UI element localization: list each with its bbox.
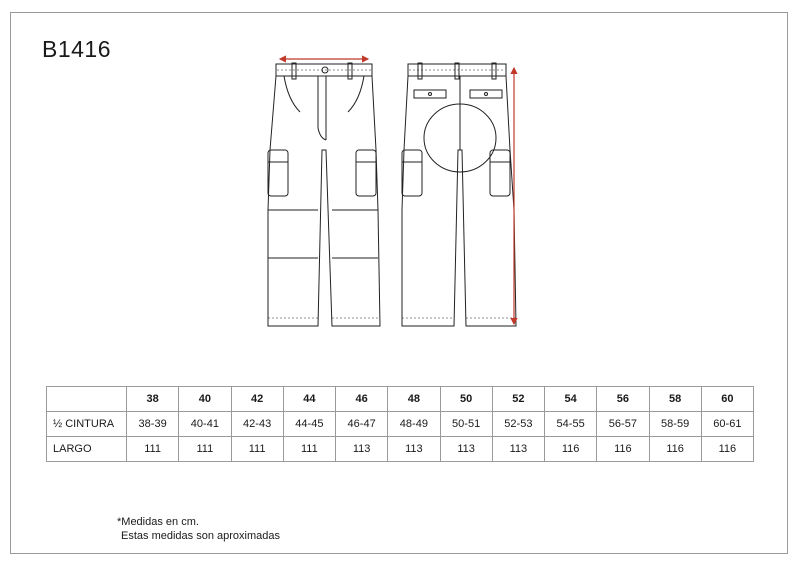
measure-cell: 113 <box>336 437 388 462</box>
size-header-cell: 44 <box>283 387 335 412</box>
size-header-row <box>47 387 754 412</box>
measure-cell: 50-51 <box>440 412 492 437</box>
measure-cell: 113 <box>440 437 492 462</box>
table-row <box>47 412 754 437</box>
measure-cell: 54-55 <box>545 412 597 437</box>
measure-cell: 44-45 <box>283 412 335 437</box>
measure-cell: 116 <box>649 437 701 462</box>
row-label: ½ CINTURA <box>47 412 127 437</box>
size-header-cell: 48 <box>388 387 440 412</box>
header-corner-cell <box>47 387 127 412</box>
measure-cell: 58-59 <box>649 412 701 437</box>
size-header-cell: 38 <box>127 387 179 412</box>
size-header-cell: 54 <box>545 387 597 412</box>
measure-cell: 111 <box>127 437 179 462</box>
measure-cell: 116 <box>597 437 649 462</box>
size-header-cell: 42 <box>231 387 283 412</box>
measure-cell: 46-47 <box>336 412 388 437</box>
measure-cell: 113 <box>492 437 544 462</box>
size-header-cell: 50 <box>440 387 492 412</box>
note-units: *Medidas en cm. <box>117 516 199 528</box>
measure-cell: 52-53 <box>492 412 544 437</box>
row-label: LARGO <box>47 437 127 462</box>
measure-cell: 60-61 <box>701 412 753 437</box>
measure-cell: 116 <box>701 437 753 462</box>
size-header-cell: 58 <box>649 387 701 412</box>
size-header-cell: 46 <box>336 387 388 412</box>
trousers-back-icon <box>402 63 516 326</box>
measure-cell: 56-57 <box>597 412 649 437</box>
measure-cell: 38-39 <box>127 412 179 437</box>
product-code: B1416 <box>42 36 112 62</box>
size-header-cell: 40 <box>179 387 231 412</box>
trousers-front-icon <box>268 63 380 326</box>
size-header-cell: 60 <box>701 387 753 412</box>
size-header-cell: 52 <box>492 387 544 412</box>
measure-cell: 111 <box>179 437 231 462</box>
note-approximate: Estas medidas son aproximadas <box>121 530 280 542</box>
measure-cell: 116 <box>545 437 597 462</box>
size-table <box>46 386 754 462</box>
size-header-cell: 56 <box>597 387 649 412</box>
measure-cell: 113 <box>388 437 440 462</box>
measure-cell: 111 <box>283 437 335 462</box>
table-row <box>47 437 754 462</box>
measure-cell: 48-49 <box>388 412 440 437</box>
measure-cell: 42-43 <box>231 412 283 437</box>
measure-cell: 40-41 <box>179 412 231 437</box>
measure-cell: 111 <box>231 437 283 462</box>
